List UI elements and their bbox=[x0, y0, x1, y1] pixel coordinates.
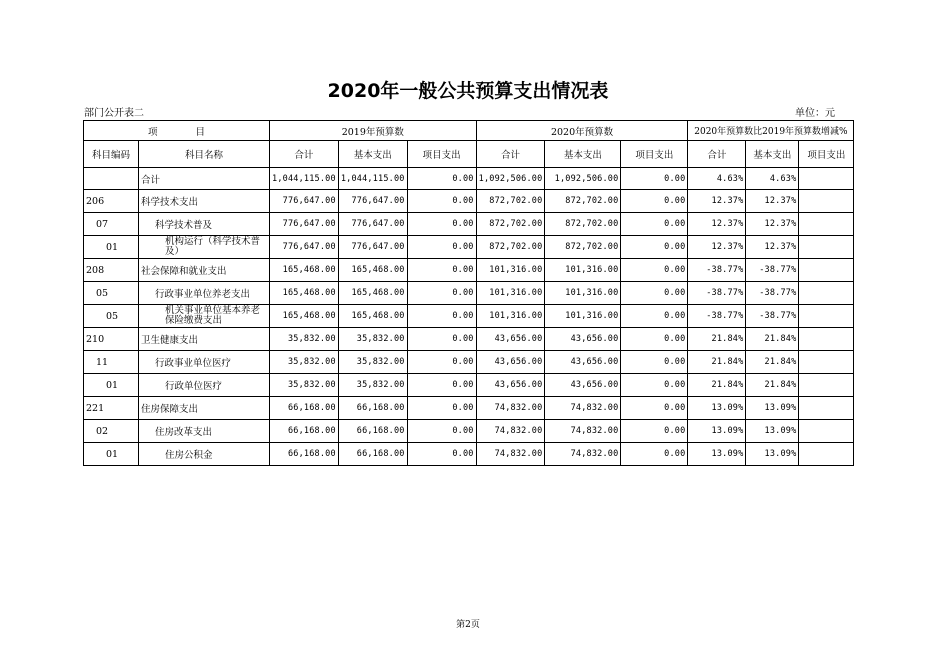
table-row bbox=[84, 443, 854, 466]
row-project-2020: 0.00 bbox=[621, 168, 688, 190]
row-total-2020: 101,316.00 bbox=[476, 282, 545, 305]
row-name: 科学技术普及 bbox=[139, 213, 270, 236]
row-project-2020: 0.00 bbox=[621, 305, 688, 328]
row-project-change bbox=[799, 328, 854, 351]
row-total-2020: 101,316.00 bbox=[476, 259, 545, 282]
row-basic-2019: 66,168.00 bbox=[338, 397, 407, 420]
table-row bbox=[84, 374, 854, 397]
table-row bbox=[84, 282, 854, 305]
row-project-2019: 0.00 bbox=[407, 443, 476, 466]
row-basic-change: 21.84% bbox=[746, 351, 799, 374]
row-basic-change: -38.77% bbox=[746, 259, 799, 282]
row-total-2020: 43,656.00 bbox=[476, 374, 545, 397]
row-basic-2019: 1,044,115.00 bbox=[338, 168, 407, 190]
table-row bbox=[84, 213, 854, 236]
row-project-2019: 0.00 bbox=[407, 374, 476, 397]
row-total-2020: 74,832.00 bbox=[476, 420, 545, 443]
row-code: 11 bbox=[84, 351, 139, 374]
row-total-2019: 66,168.00 bbox=[270, 443, 339, 466]
row-total-change: -38.77% bbox=[688, 259, 746, 282]
row-basic-change: 13.09% bbox=[746, 397, 799, 420]
row-total-2019: 776,647.00 bbox=[270, 213, 339, 236]
header-group-2019: 2019年预算数 bbox=[270, 121, 477, 141]
row-total-2019: 66,168.00 bbox=[270, 420, 339, 443]
row-basic-change: 4.63% bbox=[746, 168, 799, 190]
row-project-2020: 0.00 bbox=[621, 282, 688, 305]
row-project-change bbox=[799, 213, 854, 236]
row-name: 住房公积金 bbox=[139, 443, 270, 466]
row-project-change bbox=[799, 351, 854, 374]
row-basic-2020: 872,702.00 bbox=[545, 236, 621, 259]
row-project-2019: 0.00 bbox=[407, 328, 476, 351]
row-name: 卫生健康支出 bbox=[139, 328, 270, 351]
header-row-group bbox=[84, 121, 854, 141]
table-row bbox=[84, 420, 854, 443]
header-total-change: 合计 bbox=[688, 141, 746, 168]
row-total-change: 12.37% bbox=[688, 213, 746, 236]
row-total-2019: 35,832.00 bbox=[270, 328, 339, 351]
table-row bbox=[84, 259, 854, 282]
row-project-2020: 0.00 bbox=[621, 259, 688, 282]
row-total-2019: 35,832.00 bbox=[270, 374, 339, 397]
table-row bbox=[84, 168, 854, 190]
row-total-2019: 1,044,115.00 bbox=[270, 168, 339, 190]
row-total-change: -38.77% bbox=[688, 282, 746, 305]
row-total-2019: 165,468.00 bbox=[270, 282, 339, 305]
table-row bbox=[84, 397, 854, 420]
header-name: 科目名称 bbox=[139, 141, 270, 168]
row-total-change: 12.37% bbox=[688, 190, 746, 213]
row-basic-change: 12.37% bbox=[746, 190, 799, 213]
row-basic-2020: 43,656.00 bbox=[545, 328, 621, 351]
row-name: 机关事业单位基本养老保险缴费支出 bbox=[139, 305, 270, 328]
row-name: 机构运行（科学技术普及） bbox=[139, 236, 270, 259]
row-total-2020: 872,702.00 bbox=[476, 190, 545, 213]
row-basic-2019: 776,647.00 bbox=[338, 213, 407, 236]
row-project-2019: 0.00 bbox=[407, 213, 476, 236]
row-basic-2020: 43,656.00 bbox=[545, 351, 621, 374]
row-project-change bbox=[799, 374, 854, 397]
unit-label: 单位：元 bbox=[795, 108, 835, 119]
row-code: 206 bbox=[84, 190, 139, 213]
header-row-columns bbox=[84, 141, 854, 168]
row-code: 02 bbox=[84, 420, 139, 443]
row-project-2019: 0.00 bbox=[407, 420, 476, 443]
row-basic-2019: 35,832.00 bbox=[338, 328, 407, 351]
row-total-change: 21.84% bbox=[688, 351, 746, 374]
row-total-2019: 165,468.00 bbox=[270, 305, 339, 328]
row-project-change bbox=[799, 397, 854, 420]
row-project-change bbox=[799, 259, 854, 282]
row-basic-change: 12.37% bbox=[746, 213, 799, 236]
header-project-change: 项目支出 bbox=[799, 141, 854, 168]
row-code bbox=[84, 168, 139, 190]
row-basic-change: 21.84% bbox=[746, 328, 799, 351]
row-basic-2019: 776,647.00 bbox=[338, 190, 407, 213]
row-basic-change: -38.77% bbox=[746, 305, 799, 328]
row-project-2019: 0.00 bbox=[407, 305, 476, 328]
row-basic-2020: 101,316.00 bbox=[545, 305, 621, 328]
row-total-2020: 74,832.00 bbox=[476, 443, 545, 466]
row-name: 住房保障支出 bbox=[139, 397, 270, 420]
row-total-2019: 776,647.00 bbox=[270, 190, 339, 213]
row-code: 05 bbox=[84, 282, 139, 305]
row-project-2020: 0.00 bbox=[621, 420, 688, 443]
row-project-change bbox=[799, 190, 854, 213]
header-total-2020: 合计 bbox=[476, 141, 545, 168]
row-basic-2019: 776,647.00 bbox=[338, 236, 407, 259]
row-name: 行政单位医疗 bbox=[139, 374, 270, 397]
row-total-2020: 74,832.00 bbox=[476, 397, 545, 420]
row-project-change bbox=[799, 236, 854, 259]
row-code: 01 bbox=[84, 236, 139, 259]
row-project-change bbox=[799, 420, 854, 443]
row-total-2019: 165,468.00 bbox=[270, 259, 339, 282]
row-basic-2020: 872,702.00 bbox=[545, 213, 621, 236]
row-basic-2019: 66,168.00 bbox=[338, 420, 407, 443]
row-basic-change: 21.84% bbox=[746, 374, 799, 397]
row-basic-change: 13.09% bbox=[746, 420, 799, 443]
header-basic-2020: 基本支出 bbox=[545, 141, 621, 168]
row-code: 01 bbox=[84, 443, 139, 466]
row-basic-2020: 1,092,506.00 bbox=[545, 168, 621, 190]
row-project-change bbox=[799, 282, 854, 305]
row-total-2020: 872,702.00 bbox=[476, 236, 545, 259]
row-project-2019: 0.00 bbox=[407, 397, 476, 420]
row-project-2020: 0.00 bbox=[621, 374, 688, 397]
row-code: 01 bbox=[84, 374, 139, 397]
row-basic-2020: 74,832.00 bbox=[545, 397, 621, 420]
row-basic-2019: 165,468.00 bbox=[338, 305, 407, 328]
row-total-2019: 35,832.00 bbox=[270, 351, 339, 374]
header-group-2020: 2020年预算数 bbox=[476, 121, 688, 141]
page-title: 2020年一般公共预算支出情况表 bbox=[327, 80, 609, 102]
row-total-change: 21.84% bbox=[688, 374, 746, 397]
row-total-2020: 101,316.00 bbox=[476, 305, 545, 328]
row-total-change: 13.09% bbox=[688, 443, 746, 466]
row-code: 210 bbox=[84, 328, 139, 351]
header-total-2019: 合计 bbox=[270, 141, 339, 168]
row-project-2020: 0.00 bbox=[621, 190, 688, 213]
row-total-2019: 776,647.00 bbox=[270, 236, 339, 259]
row-project-2020: 0.00 bbox=[621, 397, 688, 420]
row-project-change bbox=[799, 305, 854, 328]
row-project-2020: 0.00 bbox=[621, 351, 688, 374]
row-name: 行政事业单位养老支出 bbox=[139, 282, 270, 305]
row-name: 住房改革支出 bbox=[139, 420, 270, 443]
row-project-2019: 0.00 bbox=[407, 282, 476, 305]
row-code: 221 bbox=[84, 397, 139, 420]
row-project-change bbox=[799, 168, 854, 190]
row-basic-change: 12.37% bbox=[746, 236, 799, 259]
row-project-change bbox=[799, 443, 854, 466]
row-total-change: 12.37% bbox=[688, 236, 746, 259]
table-row bbox=[84, 190, 854, 213]
header-project-2019: 项目支出 bbox=[407, 141, 476, 168]
row-total-change: -38.77% bbox=[688, 305, 746, 328]
row-total-2020: 43,656.00 bbox=[476, 351, 545, 374]
row-basic-change: 13.09% bbox=[746, 443, 799, 466]
row-total-2020: 1,092,506.00 bbox=[476, 168, 545, 190]
row-name: 合计 bbox=[139, 168, 270, 190]
row-code: 05 bbox=[84, 305, 139, 328]
table-row bbox=[84, 236, 854, 259]
row-total-change: 4.63% bbox=[688, 168, 746, 190]
row-total-2019: 66,168.00 bbox=[270, 397, 339, 420]
table-row bbox=[84, 328, 854, 351]
row-project-2020: 0.00 bbox=[621, 328, 688, 351]
row-basic-2019: 35,832.00 bbox=[338, 374, 407, 397]
row-project-2020: 0.00 bbox=[621, 236, 688, 259]
row-basic-2020: 101,316.00 bbox=[545, 259, 621, 282]
row-project-2020: 0.00 bbox=[621, 443, 688, 466]
row-code: 07 bbox=[84, 213, 139, 236]
row-total-change: 13.09% bbox=[688, 397, 746, 420]
row-code: 208 bbox=[84, 259, 139, 282]
row-name: 行政事业单位医疗 bbox=[139, 351, 270, 374]
header-code: 科目编码 bbox=[84, 141, 139, 168]
row-project-2019: 0.00 bbox=[407, 190, 476, 213]
header-basic-change: 基本支出 bbox=[746, 141, 799, 168]
header-group-item: 项 目 bbox=[84, 121, 270, 141]
page-number: 第2页 bbox=[456, 620, 480, 630]
budget-table bbox=[83, 120, 854, 466]
row-basic-2020: 872,702.00 bbox=[545, 190, 621, 213]
row-basic-2020: 101,316.00 bbox=[545, 282, 621, 305]
row-total-2020: 43,656.00 bbox=[476, 328, 545, 351]
row-name: 社会保障和就业支出 bbox=[139, 259, 270, 282]
row-project-2019: 0.00 bbox=[407, 351, 476, 374]
table-row bbox=[84, 305, 854, 328]
row-basic-change: -38.77% bbox=[746, 282, 799, 305]
row-project-2020: 0.00 bbox=[621, 213, 688, 236]
row-basic-2020: 43,656.00 bbox=[545, 374, 621, 397]
row-basic-2020: 74,832.00 bbox=[545, 443, 621, 466]
row-project-2019: 0.00 bbox=[407, 259, 476, 282]
header-group-change: 2020年预算数比2019年预算数增减% bbox=[688, 121, 854, 141]
table-row bbox=[84, 351, 854, 374]
row-basic-2019: 35,832.00 bbox=[338, 351, 407, 374]
row-basic-2019: 165,468.00 bbox=[338, 259, 407, 282]
header-project-2020: 项目支出 bbox=[621, 141, 688, 168]
table-number-label: 部门公开表二 bbox=[84, 108, 144, 119]
row-total-change: 21.84% bbox=[688, 328, 746, 351]
row-name: 科学技术支出 bbox=[139, 190, 270, 213]
row-basic-2019: 165,468.00 bbox=[338, 282, 407, 305]
row-basic-2019: 66,168.00 bbox=[338, 443, 407, 466]
row-project-2019: 0.00 bbox=[407, 168, 476, 190]
header-basic-2019: 基本支出 bbox=[338, 141, 407, 168]
row-total-2020: 872,702.00 bbox=[476, 213, 545, 236]
row-basic-2020: 74,832.00 bbox=[545, 420, 621, 443]
row-total-change: 13.09% bbox=[688, 420, 746, 443]
row-project-2019: 0.00 bbox=[407, 236, 476, 259]
